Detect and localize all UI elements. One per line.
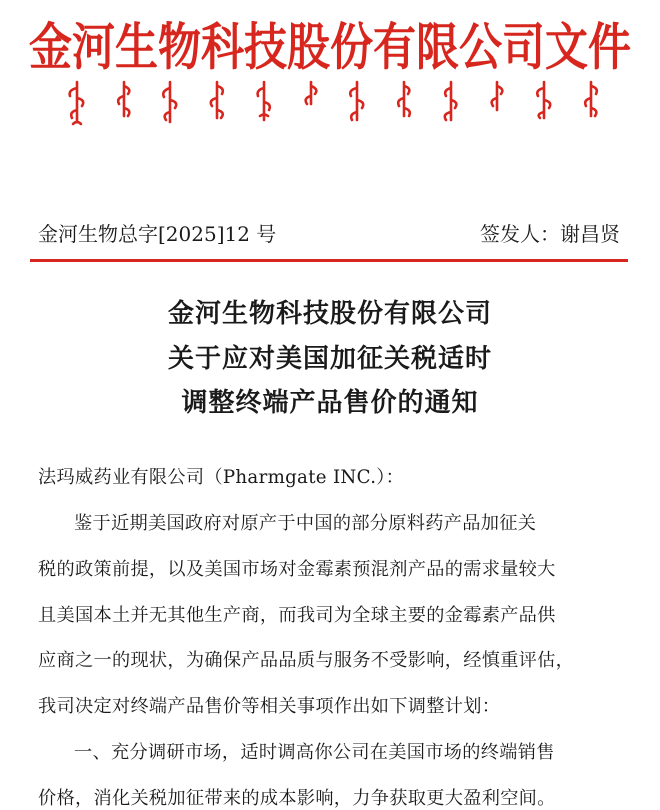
document-title-line-3: 调整终端产品售价的通知 (181, 388, 479, 418)
mongolian-script-masthead (64, 80, 604, 128)
mongolian-script-word (391, 80, 417, 128)
mongolian-script-word (438, 80, 464, 128)
issuer (480, 218, 620, 247)
mongolian-script-word (157, 80, 183, 128)
mongolian-script-word (531, 80, 557, 128)
mongolian-script-word (484, 80, 510, 128)
issuer-name: 谢昌贤 (560, 222, 620, 246)
body-text-line: 税的政策前提，以及美国市场对金霉素预混剂产品的需求量较大 (38, 559, 556, 580)
body-text-line: 鉴于近期美国政府对原产于中国的部分原料药产品加征关 (74, 513, 537, 534)
issuer-label: 签发人： (480, 222, 560, 246)
mongolian-script-word (64, 80, 90, 128)
mongolian-script-word (204, 80, 230, 128)
mongolian-script-word (251, 80, 277, 128)
body-text-line: 应商之一的现状，为确保产品品质与服务不受影响，经慎重评估， (38, 650, 575, 671)
mongolian-script-word (578, 80, 604, 128)
addressee: 法玛威药业有限公司（Pharmgate INC.）： (38, 467, 405, 488)
document-title-line-1: 金河生物科技股份有限公司 (167, 299, 492, 329)
mongolian-script-word (298, 80, 324, 128)
body-text-line: 且美国本土并无其他生产商，而我司为全球主要的金霉素产品供 (38, 605, 556, 626)
document-number: 金河生物总字[2025]12 号 (38, 222, 277, 246)
masthead-title: 金河生物科技股份有限公司文件 (29, 18, 631, 78)
body-text-line: 一、充分调研市场，适时调高你公司在美国市场的终端销售 (74, 742, 555, 763)
mongolian-script-word (111, 80, 137, 128)
red-divider-rule (30, 259, 628, 262)
document-title-line-2: 关于应对美国加征关税适时 (167, 344, 492, 374)
body-text-line: 价格，消化关税加征带来的成本影响，力争获取更大盈利空间。 (38, 788, 556, 809)
body-text-line: 我司决定对终端产品售价等相关事项作出如下调整计划： (38, 696, 501, 717)
mongolian-script-word (344, 80, 370, 128)
